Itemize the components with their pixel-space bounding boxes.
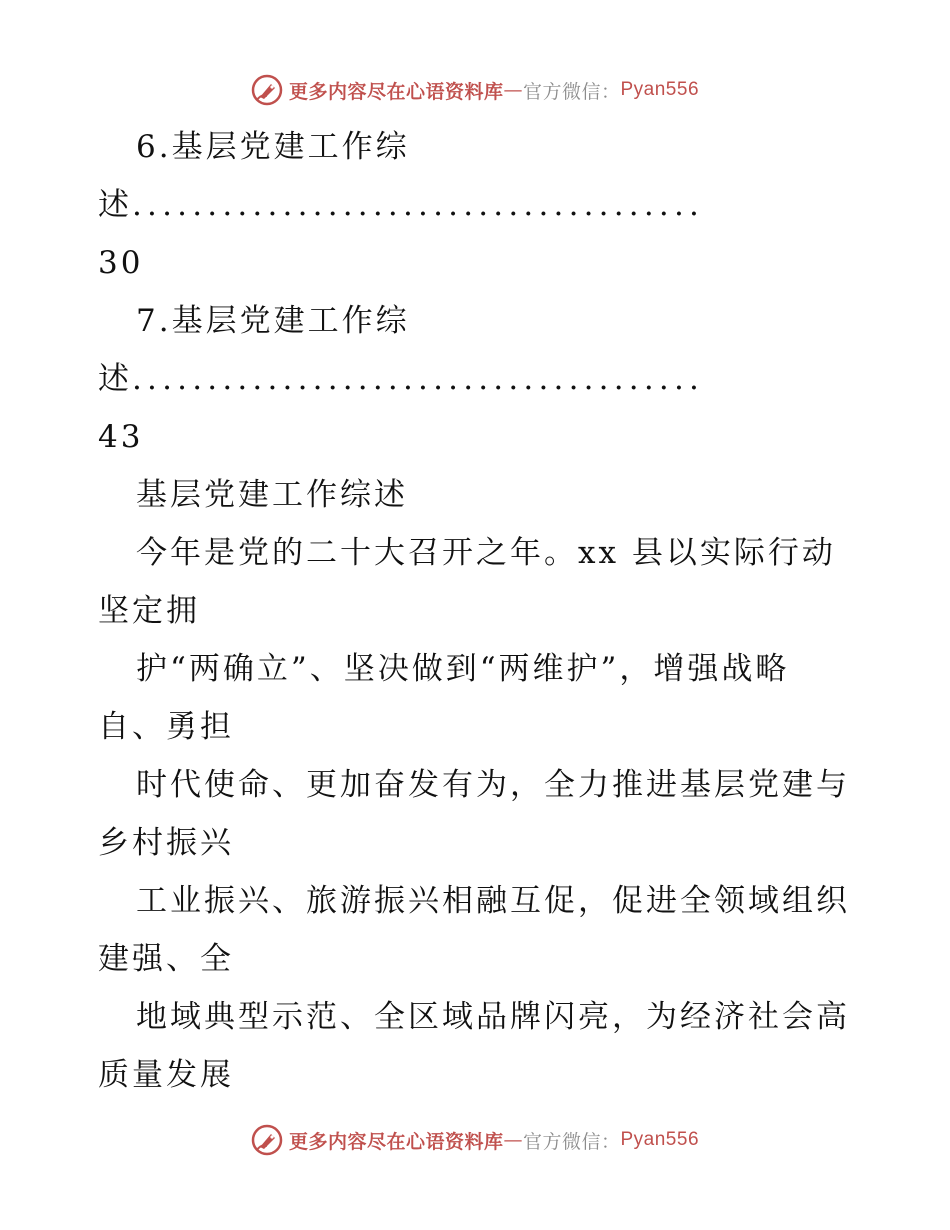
toc-entry-6-page: 30 xyxy=(98,245,144,281)
paragraph-line: 乡村振兴 xyxy=(98,825,234,861)
toc-entry-7-tail: 述 xyxy=(98,361,132,397)
pen-nib-logo-icon xyxy=(251,74,283,106)
watermark-id: Pyan556 xyxy=(620,1129,700,1150)
watermark-id: Pyan556 xyxy=(620,79,700,100)
watermark-dash: — xyxy=(503,1129,523,1151)
paragraph-line: 自、勇担 xyxy=(98,709,234,745)
toc-entry-6-dots: ...................................... xyxy=(132,187,705,223)
paragraph-line: 地域典型示范、全区域品牌闪亮，为经济社会高 xyxy=(136,999,850,1035)
toc-entry-7-dots: ...................................... xyxy=(132,361,705,397)
paragraph-line: 今年是党的二十大召开之年。xx 县以实际行动 xyxy=(136,535,836,571)
watermark-label: 官方微信： xyxy=(522,80,621,103)
paragraph-line: 工业振兴、旅游振兴相融互促，促进全领域组织 xyxy=(136,883,850,919)
toc-entry-7-page: 43 xyxy=(98,419,144,455)
paragraph-line: 质量发展 xyxy=(98,1057,234,1093)
toc-entry-6-title: 6.基层党建工作综 xyxy=(136,129,410,165)
paragraph-line: 时代使命、更加奋发有为，全力推进基层党建与 xyxy=(136,767,850,803)
pen-nib-logo-icon xyxy=(251,1124,283,1156)
toc-entry-6-tail: 述 xyxy=(98,187,132,223)
watermark-brand: 更多内容尽在心语资料库 xyxy=(288,1130,504,1153)
document-body xyxy=(98,118,858,1104)
toc-entry-7-leader xyxy=(98,350,858,408)
section-heading: 基层党建工作综述 xyxy=(136,477,408,513)
paragraph-line: 建强、全 xyxy=(98,941,234,977)
header-watermark xyxy=(0,70,950,110)
watermark-brand: 更多内容尽在心语资料库 xyxy=(288,80,504,103)
footer-watermark xyxy=(0,1120,950,1160)
watermark-label: 官方微信： xyxy=(522,1130,621,1153)
toc-entry-7-title: 7.基层党建工作综 xyxy=(136,303,410,339)
watermark-dash: — xyxy=(503,79,523,101)
paragraph-line: 坚定拥 xyxy=(98,593,200,629)
toc-entry-6-leader xyxy=(98,176,858,234)
paragraph-line: 护“两确立”、坚决做到“两维护”，增强战略 xyxy=(136,651,790,687)
